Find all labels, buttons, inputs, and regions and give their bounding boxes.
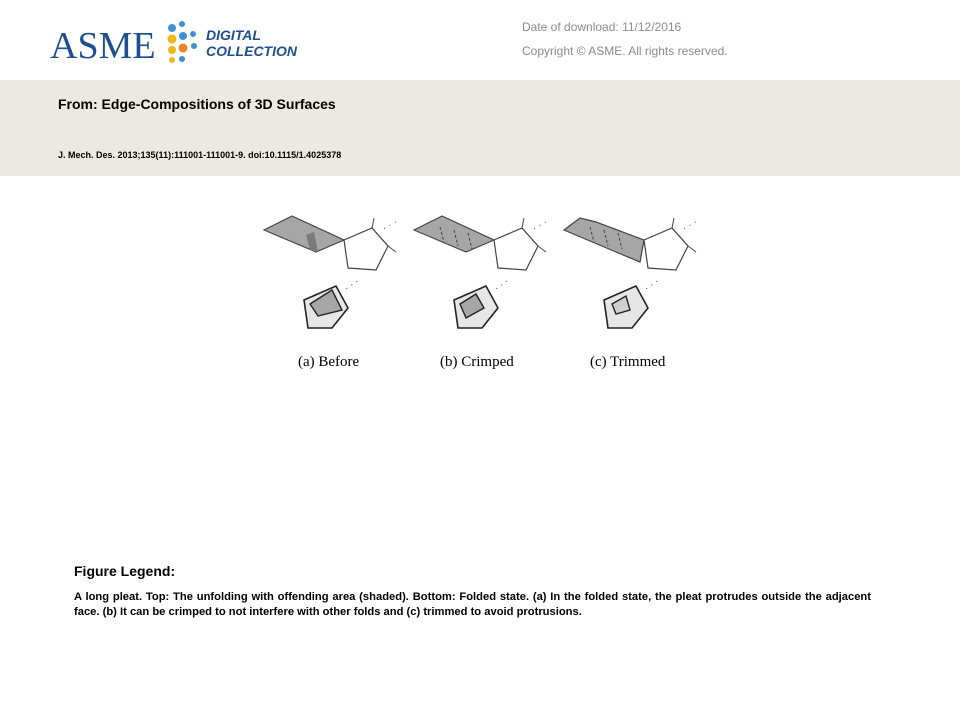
- logo-digital-text: DIGITAL: [206, 27, 261, 43]
- panel-c: [564, 217, 699, 370]
- panel-b-folded: [454, 276, 511, 328]
- panel-c-caption: (c) Trimmed: [590, 354, 666, 370]
- download-date: Date of download: 11/12/2016: [522, 20, 682, 34]
- panel-b-caption: (b) Crimped: [440, 354, 514, 370]
- page-header: [0, 0, 960, 80]
- panel-c-folded: [604, 276, 661, 328]
- panel-c-ellipsis-top: · · ·: [680, 216, 700, 235]
- article-citation: J. Mech. Des. 2013;135(11):111001-111001-9. doi:10.1115/1.4025378: [58, 150, 342, 160]
- panel-a-ellipsis-bottom: · · ·: [342, 276, 362, 295]
- article-title: From: Edge-Compositions of 3D Surfaces: [58, 96, 336, 112]
- copyright-notice: Copyright © ASME. All rights reserved.: [522, 44, 728, 58]
- panel-c-ellipsis-bottom: · · ·: [642, 276, 662, 295]
- panel-b-ellipsis-top: · · ·: [530, 216, 550, 235]
- panel-a-caption: (a) Before: [298, 354, 360, 370]
- panel-a-ellipsis-top: · · ·: [380, 216, 400, 235]
- dot-grid-icon: [168, 21, 198, 63]
- article-info-band: [0, 80, 960, 176]
- asme-digital-collection-logo[interactable]: [48, 8, 338, 70]
- panel-b-unfolding: [414, 216, 549, 270]
- panel-a-unfolding: [264, 216, 399, 270]
- panel-a-folded: [304, 276, 361, 328]
- panel-b-ellipsis-bottom: · · ·: [492, 276, 512, 295]
- logo-brand-text: ASME: [50, 25, 156, 67]
- panel-c-unfolding: [564, 217, 699, 270]
- panel-b: [414, 216, 549, 370]
- figure-image: [250, 200, 710, 380]
- figure-legend-title: Figure Legend:: [74, 563, 176, 579]
- panel-a: [264, 216, 399, 370]
- logo-collection-text: COLLECTION: [206, 43, 297, 59]
- figure-legend-text: A long pleat. Top: The unfolding with offending area (shaded). Bottom: Folded state. (a) In the folded state, the pleat protrudes outside the adjacent face. (b) It can be crimped to not interfere with other folds and (c) trimmed to avoid protrusions.: [74, 591, 871, 618]
